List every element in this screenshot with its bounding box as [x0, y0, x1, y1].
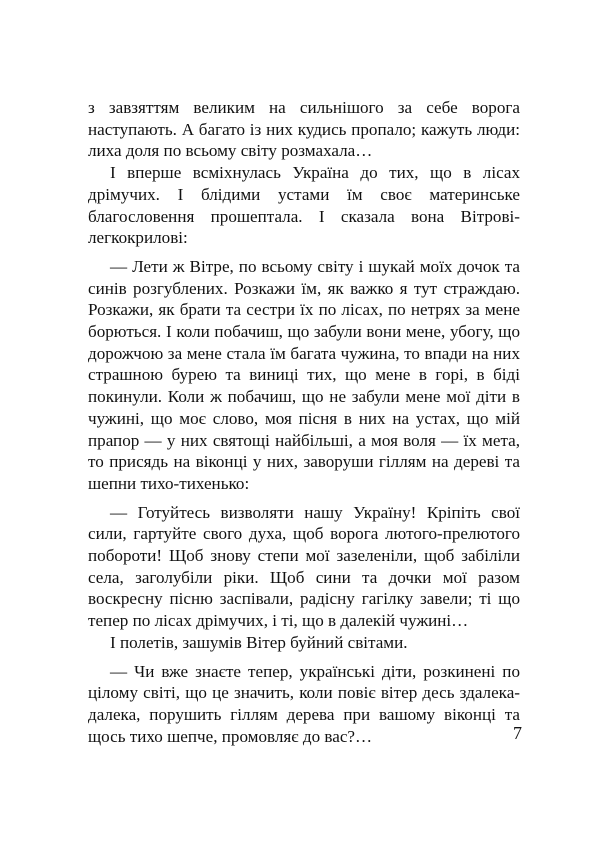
body-text — [88, 97, 520, 747]
paragraph-continuation: з завзяттям великим на сильнішого за себе ворога наступають. А багато із них кудись пропало; кажуть люди: лиха доля по всьому світу розмахала… — [88, 98, 520, 161]
paragraph-wind-flew: І полетів, зашумів Вітер буйний світами. — [110, 632, 408, 652]
paragraph-do-you-know: — Чи вже знаєте тепер, українські діти, розкинені по цілому світі, що це значить, коли повіє вітер десь здалека-далека, порушить гіллям дерева при вашому віконці та щось тихо шепче, промовляє до вас?… — [88, 661, 520, 746]
paragraph-get-ready: — Готуйтесь визволяти нашу Україну! Кріпіть свої сили, гартуйте свого духа, щоб ворога лютого-прелютого побороти! Щоб знову степи мої зазеленіли, щоб забіліли села, заголубіли ріки. Щоб сини та дочки мої разом воскресну пісню заспівали, радісну гагілку завели; ті що тепер по лісах дрімучих, і ті, що в далекій чужині… — [88, 502, 520, 631]
paragraph-fly-wind: — Лети ж Вітре, по всьому світу і шукай моїх дочок та синів розгублених. Розкажи їм, як важко я тут страждаю. Розкажи, як брати та сестри їх по лісах, по нетрях за мене борються. І коли побачиш, що забули вони мене, убогу, що дорожчою за мене стала їм багата чужина, то впади на них страшною бурею та виниці тих, що мене в горі, в біді покинули. Коли ж побачиш, що не забули мене мої діти в чужині, що моє слово, моя пісня в них на устах, що мій прапор — у них святощі найбільші, а моя воля — їх мета, то присядь на віконці у них, заворуши гіллям на дереві та шепни тихо-тихенько: — [88, 256, 520, 493]
paragraph-ukraine-smiled: І вперше всміхнулась Україна до тих, що в лісах дрімучих. І блідими устами їм своє материнське благословення прошептала. І сказала вона Вітрові-легкокрилові: — [88, 163, 520, 248]
page-number: 7 — [513, 723, 522, 743]
